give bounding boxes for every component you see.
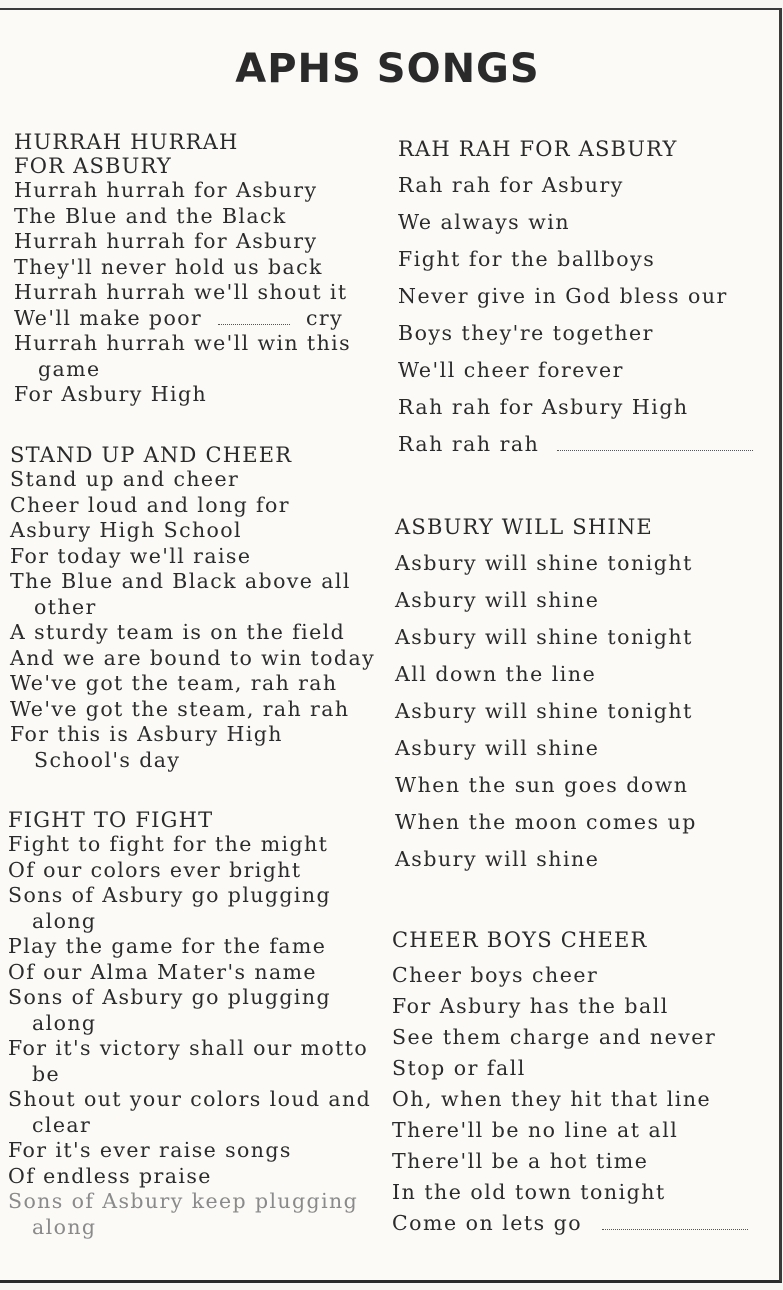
blank-fill-line (557, 440, 753, 451)
lyric-line: Of endless praise (8, 1163, 212, 1188)
lyric-line: Sons of Asbury keep plugging (8, 1189, 359, 1213)
lyric-line: Asbury High School (10, 518, 242, 542)
lyric-line: When the moon comes up (395, 810, 697, 834)
lyric-line: Hurrah hurrah we'll win this (14, 331, 352, 355)
lyric-fragment: cry (305, 305, 344, 330)
lyric-line: Of our Alma Mater's name (8, 959, 317, 984)
song-asbury-will-shine (395, 515, 697, 878)
lyric-line: Sons of Asbury go plugging (8, 985, 332, 1009)
lyric-line: Stop or fall (392, 1056, 526, 1080)
lyric-line: Of our colors ever bright (8, 857, 302, 882)
lyric-line: Asbury will shine tonight (395, 625, 693, 649)
song-title: FIGHT TO FIGHT (8, 808, 214, 832)
lyric-line: See them charge and never (392, 1025, 717, 1049)
lyric-line: Asbury will shine (395, 736, 600, 760)
lyric-line-with-blank (398, 426, 753, 463)
lyric-line: For today we'll raise (10, 543, 252, 568)
lyric-line: Rah rah for Asbury High (398, 395, 689, 419)
lyric-line: Never give in God bless our (398, 284, 728, 308)
lyric-line: Oh, when they hit that line (392, 1087, 712, 1111)
song-title: ASBURY WILL SHINE (395, 515, 653, 539)
lyric-line: Boys they're together (398, 321, 654, 345)
lyric-line: Asbury will shine (395, 588, 600, 612)
lyric-line: clear (32, 1112, 92, 1137)
song-fight-to-fight (8, 808, 371, 1240)
lyric-line: Play the game for the fame (8, 934, 327, 958)
lyric-line: Fight to fight for the might (8, 832, 329, 856)
song-rah-rah-for-asbury (398, 137, 753, 463)
lyric-line: Fight for the ballboys (398, 247, 656, 271)
lyric-line: Stand up and cheer (10, 467, 240, 491)
lyric-line: Shout out your colors loud and (8, 1087, 372, 1111)
lyric-line: For this is Asbury High (10, 722, 283, 746)
lyric-line: For it's ever raise songs (8, 1138, 292, 1162)
lyric-fragment: We'll make poor (14, 305, 203, 330)
lyric-fragment: Rah rah rah (398, 432, 540, 456)
lyric-line: In the old town tonight (392, 1180, 666, 1204)
lyric-line: Rah rah for Asbury (398, 173, 624, 197)
lyric-line: be (32, 1061, 61, 1086)
lyric-line: along (32, 1010, 97, 1035)
lyric-line: A sturdy team is on the field (10, 620, 346, 644)
lyric-line: There'll be a hot time (392, 1149, 649, 1173)
song-title: HURRAH HURRAH FOR ASBURY (14, 130, 239, 178)
lyric-line: The Blue and the Black (14, 203, 287, 228)
lyric-line: Hurrah hurrah for Asbury (14, 178, 318, 202)
lyric-line: other (34, 594, 97, 619)
lyric-line: Cheer loud and long for (10, 492, 290, 517)
lyric-line: We always win (398, 210, 571, 234)
lyric-line: along (32, 908, 97, 933)
lyric-line: When the sun goes down (395, 773, 689, 797)
lyric-line: Hurrah hurrah for Asbury (14, 229, 318, 253)
lyric-line: Cheer boys cheer (392, 963, 599, 987)
lyric-line: There'll be no line at all (392, 1118, 679, 1142)
lyric-line: The Blue and Black above all (10, 569, 351, 593)
lyric-line: They'll never hold us back (14, 254, 323, 279)
blank-fill-line (218, 314, 290, 325)
lyric-line: We've got the steam, rah rah (10, 696, 350, 721)
lyric-line: For it's victory shall our motto (8, 1036, 369, 1060)
blank-fill-line (602, 1219, 748, 1230)
song-cheer-boys-cheer (392, 928, 748, 1239)
song-stand-up-and-cheer (10, 443, 375, 773)
lyric-line-with-blank (392, 1208, 748, 1239)
lyric-line: All down the line (395, 662, 597, 686)
lyric-line: For Asbury has the ball (392, 994, 669, 1018)
lyric-line: School's day (34, 747, 181, 772)
song-title: STAND UP AND CHEER (10, 443, 293, 467)
song-hurrah-hurrah (14, 130, 351, 408)
lyric-line: Asbury will shine tonight (395, 699, 693, 723)
lyric-line: We'll cheer forever (398, 358, 624, 382)
song-title: RAH RAH FOR ASBURY (398, 137, 678, 161)
page-title: APHS SONGS (235, 46, 540, 92)
lyric-line: Asbury will shine (395, 847, 600, 871)
songsheet-page (0, 8, 782, 1283)
lyric-line: game (38, 356, 101, 381)
lyric-fragment: Come on lets go (392, 1211, 583, 1235)
lyric-line: And we are bound to win today (10, 645, 376, 670)
lyric-line: Hurrah hurrah we'll shout it (14, 280, 348, 304)
lyric-line: For Asbury High (14, 382, 208, 406)
song-title: CHEER BOYS CHEER (392, 928, 648, 952)
lyric-line: Asbury will shine tonight (395, 551, 693, 575)
lyric-line: Sons of Asbury go plugging (8, 883, 332, 907)
lyric-line-with-blank (14, 306, 351, 332)
lyric-line: along (32, 1214, 97, 1239)
lyric-line: We've got the team, rah rah (10, 671, 338, 695)
